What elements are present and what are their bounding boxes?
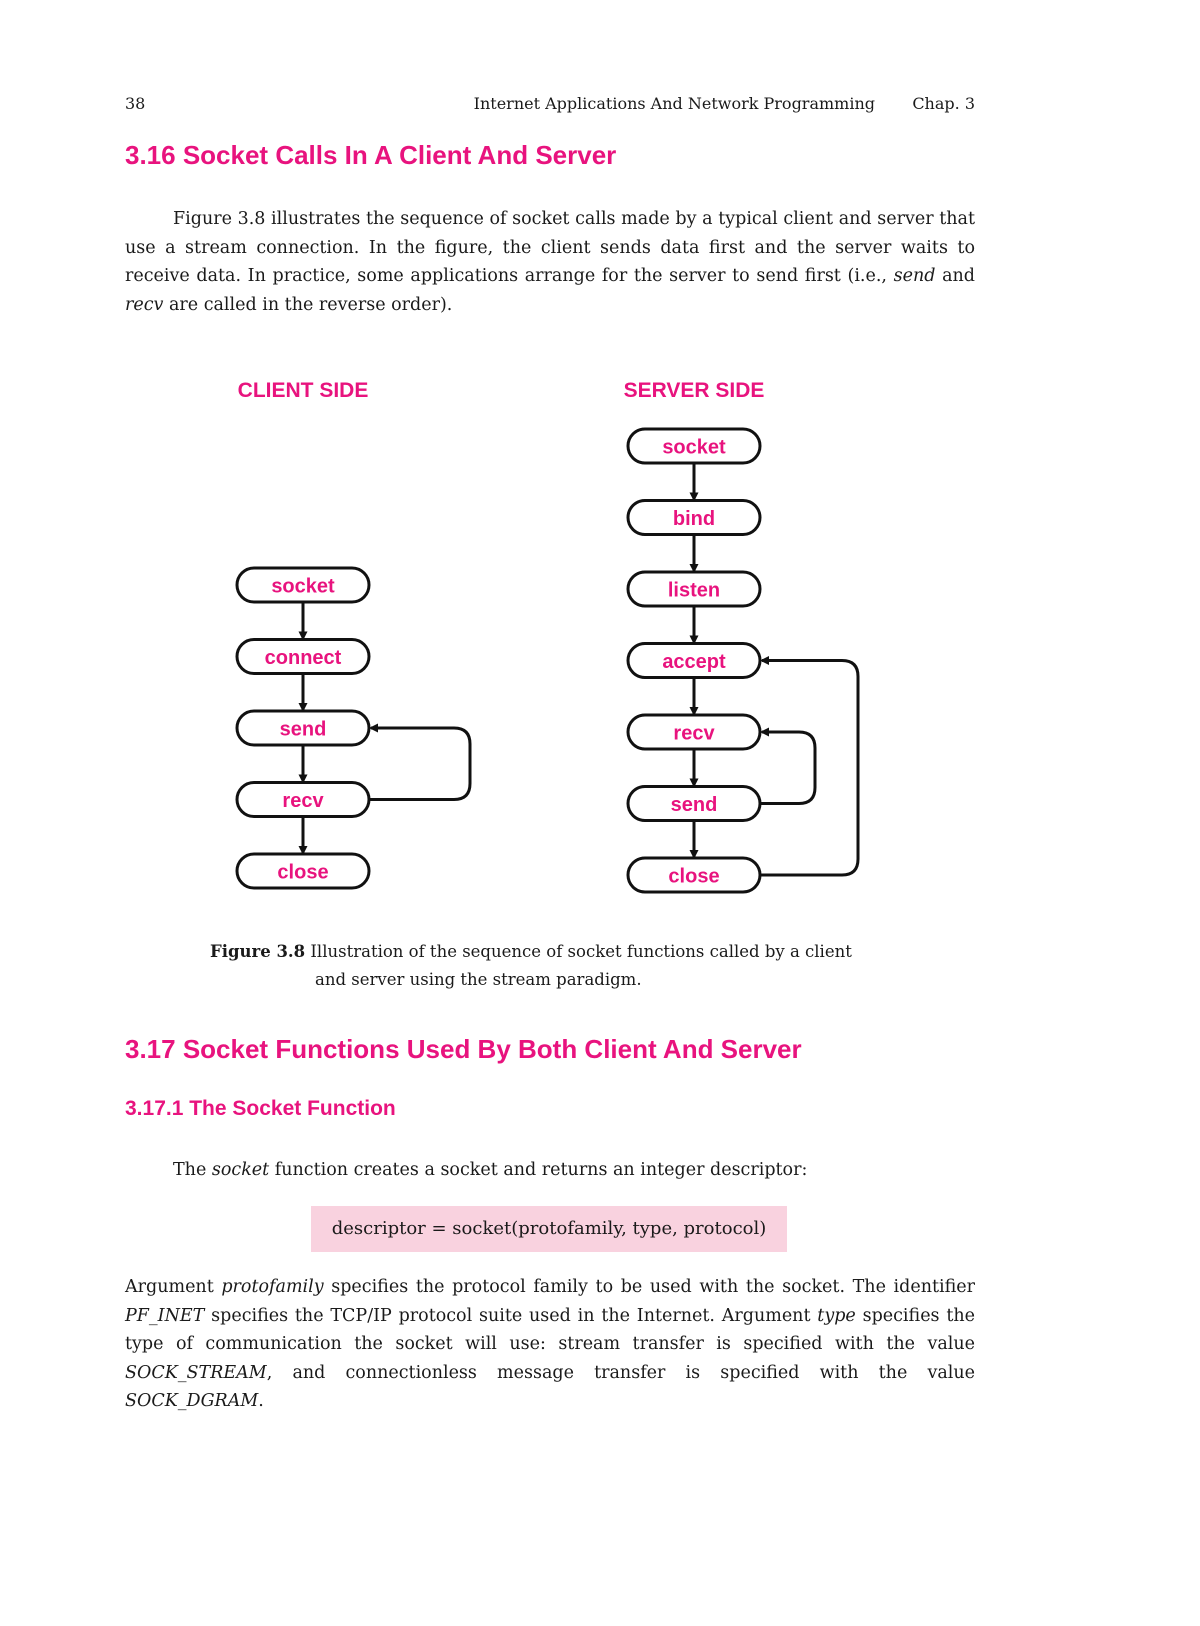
- client-node-label: recv: [282, 790, 324, 812]
- para-text-start: Figure 3.8 illustrates the sequence of socket calls made by a typical client and server that use a stream connection. In the figure, the client sends data first and the server waits to receive data. In practice, some applications arrange for the server to send first (i.e.,: [125, 209, 975, 286]
- section-3-16-paragraph: [125, 205, 975, 319]
- arguments-paragraph: [125, 1273, 975, 1416]
- book-title: Internet Applications And Network Programming: [473, 94, 875, 113]
- server-node-label: bind: [672, 508, 716, 530]
- p2-f: .: [258, 1391, 264, 1411]
- client-node-close: [237, 854, 369, 888]
- p2-c: specifies the TCP/IP protocol suite used in the Internet. Argument: [204, 1305, 818, 1326]
- para-text-and: and: [935, 266, 975, 286]
- server-node-accept: [628, 644, 760, 678]
- em-pf-inet: PF_INET: [125, 1305, 205, 1326]
- server-node-bind: [628, 501, 760, 535]
- em-socket: socket: [211, 1160, 270, 1180]
- loop-connectors: [369, 661, 858, 876]
- page-number: 38: [125, 94, 146, 113]
- client-node-send: [237, 711, 369, 745]
- em-send: send: [893, 266, 936, 286]
- client-side-title: CLIENT SIDE: [237, 380, 369, 402]
- p2-b: specifies the protocol family to be used with the socket. The identifier: [323, 1277, 975, 1297]
- server-node-recv: [628, 715, 760, 749]
- section-3-16-heading: 3.16 Socket Calls In A Client And Server: [125, 140, 617, 170]
- client-node-label: send: [279, 718, 327, 741]
- client-node-connect: [237, 640, 369, 674]
- server-node-label: close: [668, 865, 720, 888]
- socket-sequence-diagram: [0, 380, 1200, 900]
- caption-line-2: and server using the stream paradigm.: [315, 970, 642, 989]
- section-3-17-heading: 3.17 Socket Functions Used By Both Client And Server: [125, 1034, 802, 1064]
- client-node-label: connect: [264, 647, 342, 669]
- em-protofamily: protofamily: [221, 1277, 324, 1297]
- client-node-socket: [237, 568, 369, 602]
- server-side-title: SERVER SIDE: [623, 380, 765, 402]
- server-node-label: recv: [673, 722, 715, 745]
- server-node-send: [628, 787, 760, 821]
- server-send-to-recv-loop: [760, 732, 815, 804]
- client-recv-to-send-loop: [369, 728, 470, 800]
- figure-caption: [210, 938, 910, 994]
- server-node-label: listen: [667, 579, 721, 602]
- caption-label: Figure 3.8: [210, 942, 306, 961]
- em-type: type: [817, 1305, 856, 1326]
- server-node-listen: [628, 572, 760, 606]
- socket-call-code: descriptor = socket(protofamily, type, protocol): [311, 1206, 787, 1252]
- running-header: [125, 94, 975, 118]
- em-sock-dgram: SOCK_DGRAM: [125, 1391, 259, 1411]
- socket-intro-paragraph: [125, 1156, 975, 1185]
- server-node-label: socket: [662, 436, 726, 459]
- caption-line-1: Illustration of the sequence of socket functions called by a client: [305, 942, 852, 961]
- p2-a: Argument: [125, 1277, 222, 1297]
- para-text-end: are called in the reverse order).: [163, 294, 453, 315]
- em-recv: recv: [125, 294, 164, 315]
- client-node-label: socket: [271, 575, 335, 598]
- server-node-label: accept: [662, 651, 726, 673]
- section-3-17-1-heading: 3.17.1 The Socket Function: [125, 1097, 396, 1120]
- p2-e: , and connectionless message transfer is specified with the value: [266, 1362, 975, 1383]
- intro-before: The: [173, 1160, 212, 1180]
- server-close-to-accept-loop: [760, 661, 858, 876]
- client-column: [237, 568, 369, 888]
- client-node-label: close: [277, 861, 329, 884]
- client-node-recv: [237, 783, 369, 817]
- intro-after: function creates a socket and returns an integer descriptor:: [269, 1160, 808, 1180]
- em-sock-stream: SOCK_STREAM: [125, 1362, 267, 1383]
- server-node-label: send: [670, 794, 718, 816]
- p2-d: specifies the type of communication the socket will use: stream transfer is specified with the value: [125, 1305, 975, 1354]
- server-column: [628, 429, 760, 892]
- server-node-close: [628, 858, 760, 892]
- chapter-label: Chap. 3: [912, 94, 975, 113]
- server-node-socket: [628, 429, 760, 463]
